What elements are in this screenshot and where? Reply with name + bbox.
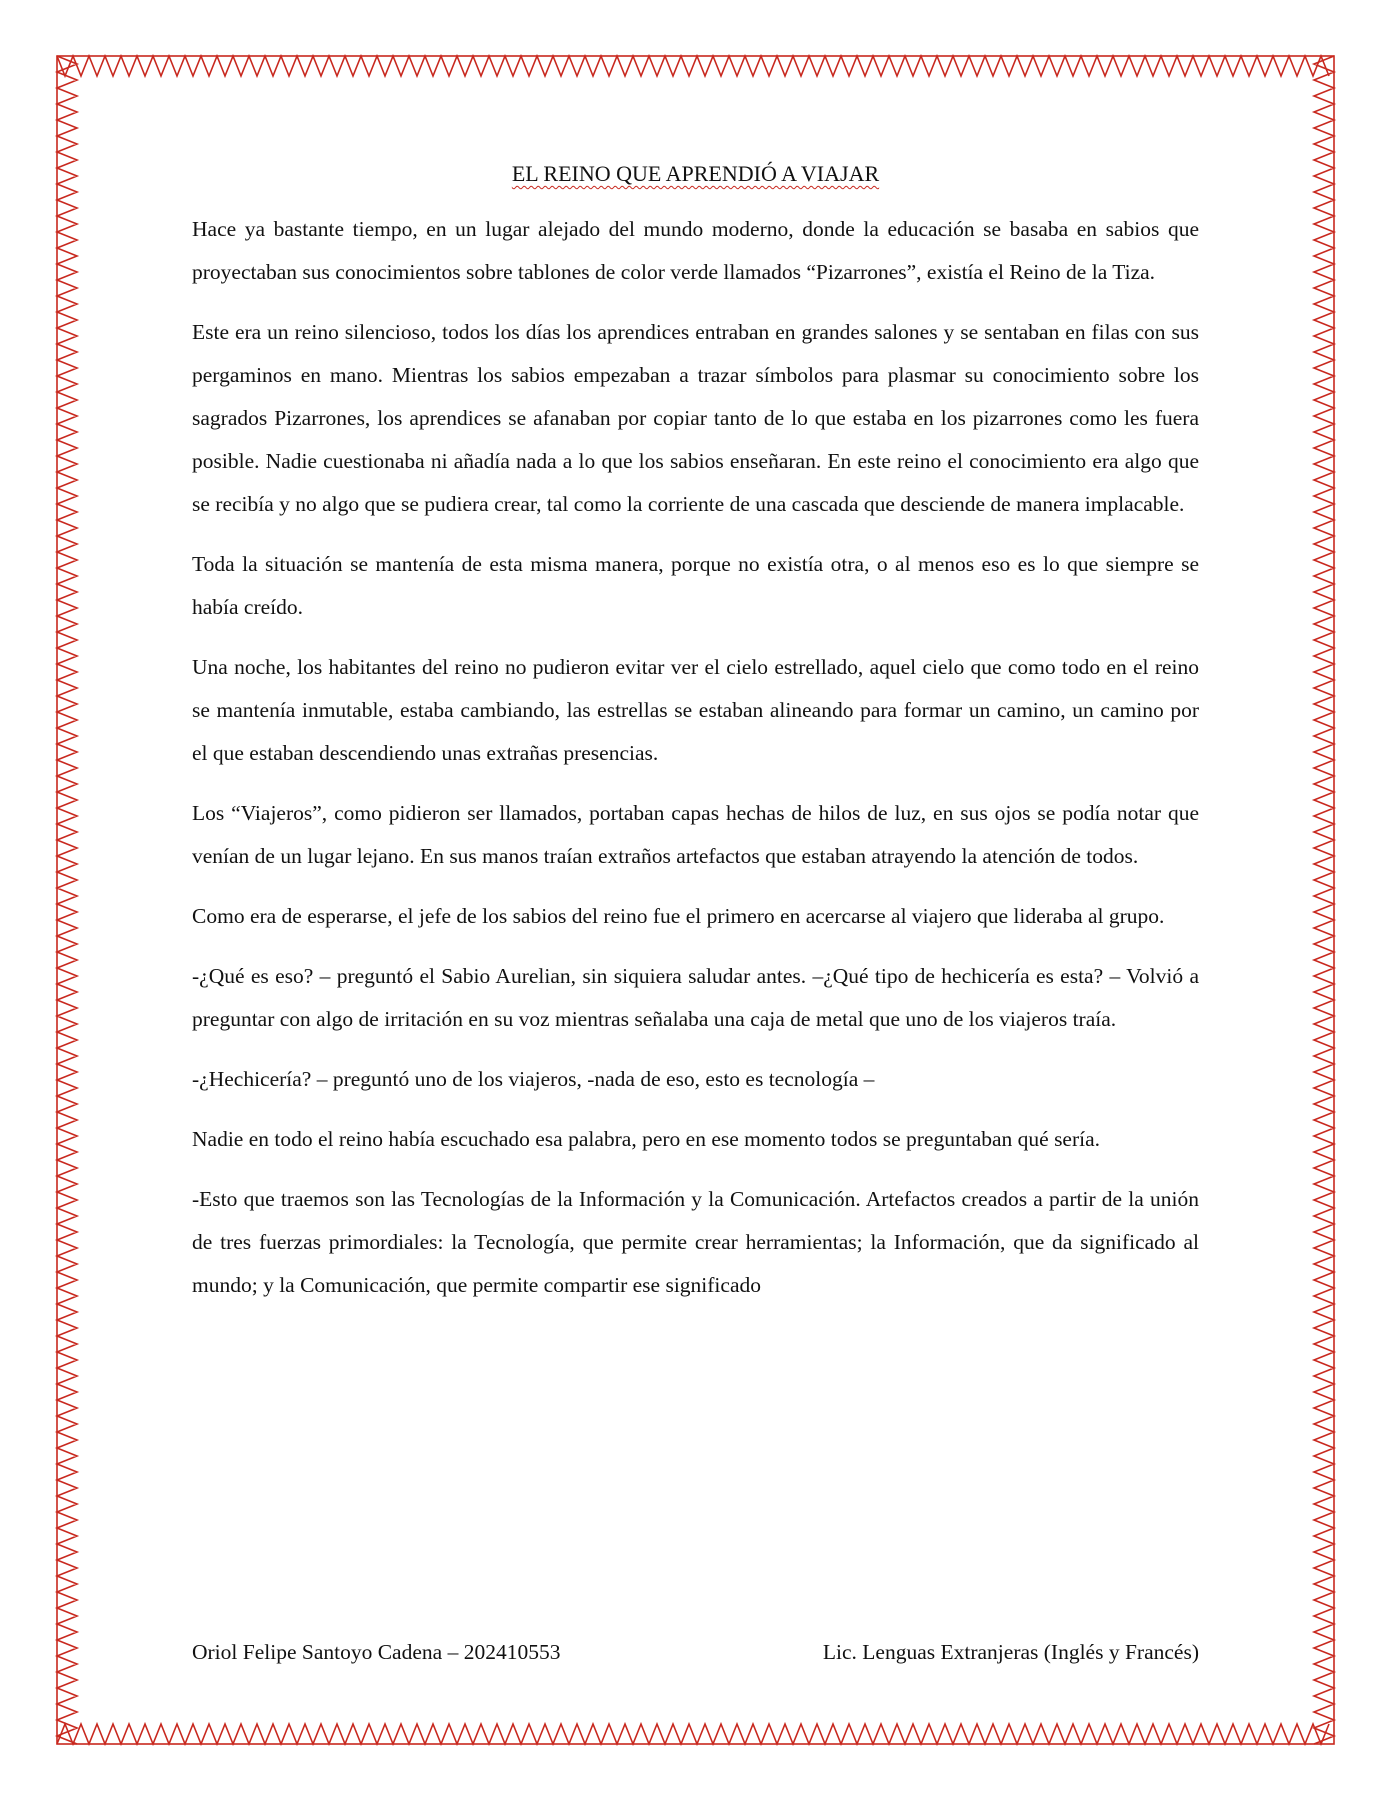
- document-title: EL REINO QUE APRENDIÓ A VIAJAR: [511, 161, 880, 186]
- footer-author: Oriol Felipe Santoyo Cadena – 202410553: [192, 1640, 561, 1664]
- paragraph-5: Los “Viajeros”, como pidieron ser llamados, portaban capas hechas de hilos de luz, en sus ojos se podía notar que venían de un lugar lejano. En sus manos traían extraños artefactos que estaban atrayendo la atención de todos.: [192, 801, 1199, 868]
- paragraph-3: Toda la situación se mantenía de esta misma manera, porque no existía otra, o al menos eso es lo que siempre se había creído.: [192, 552, 1199, 619]
- paragraph-9: Nadie en todo el reino había escuchado esa palabra, pero en ese momento todos se preguntaban qué sería.: [192, 1127, 1101, 1151]
- border-zigzag-bottom: [57, 1724, 1329, 1744]
- border-zigzag-top: [57, 56, 1329, 76]
- page-body: [192, 158, 1199, 1307]
- paragraph-2: Este era un reino silencioso, todos los días los aprendices entraban en grandes salones y se sentaban en filas con sus pergaminos en mano. Mientras los sabios empezaban a trazar símbolos para plasmar su conocimiento sobre los sagrados Pizarrones, los aprendices se afanaban por copiar tanto de lo que estaba en los pizarrones como les fuera posible. Nadie cuestionaba ni añadía nada a lo que los sabios enseñaran. En este reino el conocimiento era algo que se recibía y no algo que se pudiera crear, tal como la corriente de una cascada que desciende de manera implacable.: [192, 320, 1199, 516]
- paragraph-7: -¿Qué es eso? – preguntó el Sabio Aurelian, sin siquiera saludar antes. –¿Qué tipo de hechicería es esta? – Volvió a preguntar con algo de irritación en su voz mientras señalaba una caja de metal que uno de los viajeros traía.: [192, 964, 1199, 1031]
- page-footer: [192, 1636, 1199, 1668]
- paragraph-6: Como era de esperarse, el jefe de los sabios del reino fue el primero en acercarse al viajero que lideraba al grupo.: [192, 904, 1165, 928]
- border-zigzag-left: [57, 56, 77, 1744]
- border-zigzag-right: [1314, 56, 1334, 1744]
- paragraph-10: -Esto que traemos son las Tecnologías de la Información y la Comunicación. Artefactos creados a partir de la unión de tres fuerzas primordiales: la Tecnología, que permite crear herramientas; la Información, que da significado al mundo; y la Comunicación, que permite compartir ese significado: [192, 1187, 1199, 1297]
- paragraph-8: -¿Hechicería? – preguntó uno de los viajeros, -nada de eso, esto es tecnología –: [192, 1067, 875, 1091]
- footer-program: Lic. Lenguas Extranjeras (Inglés y Francés): [822, 1640, 1199, 1664]
- paragraph-1: Hace ya bastante tiempo, en un lugar alejado del mundo moderno, donde la educación se basaba en sabios que proyectaban sus conocimientos sobre tablones de color verde llamados “Pizarrones”, existía el Reino de la Tiza.: [192, 217, 1199, 284]
- paragraph-4: Una noche, los habitantes del reino no pudieron evitar ver el cielo estrellado, aquel cielo que como todo en el reino se mantenía inmutable, estaba cambiando, las estrellas se estaban alineando para formar un camino, un camino por el que estaban descendiendo unas extrañas presencias.: [192, 655, 1199, 765]
